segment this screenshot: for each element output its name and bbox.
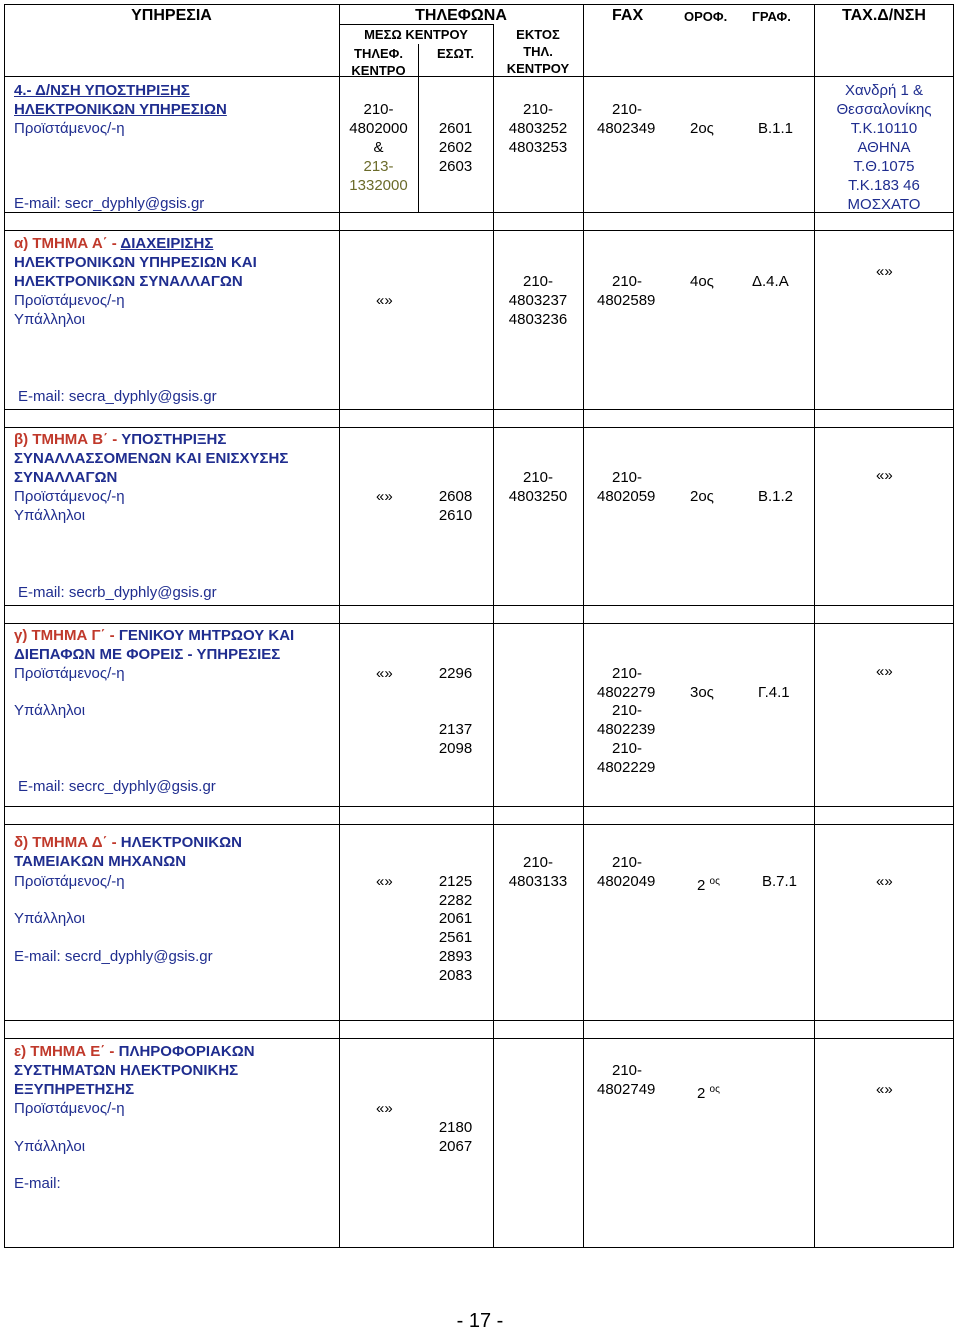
- directorate-ext-2: 2602: [438, 139, 473, 156]
- dept-b-name-1: ΥΠΟΣΤΗΡΙΞΗΣ: [121, 431, 227, 448]
- dept-d-ext-6: 2083: [438, 967, 473, 984]
- dept-a-title: [14, 234, 257, 291]
- dept-a-name-3: ΗΛΕΚΤΡΟΝΙΚΩΝ ΣΥΝΑΛΛΑΓΩΝ: [14, 273, 243, 290]
- dept-d-out-2: 4803133: [508, 873, 568, 890]
- directorate-ext-1: 2601: [438, 120, 473, 137]
- dept-b-title: [14, 430, 288, 487]
- dept-c-fax-2: 4802279: [597, 684, 656, 701]
- directorate-out-3: 4803253: [508, 139, 568, 156]
- col-divider: [493, 24, 494, 1248]
- directorate-tel-2: 4802000: [349, 120, 408, 137]
- dept-c-fax-3: 210-: [612, 702, 643, 719]
- dept-b-ext-1: 2608: [438, 488, 473, 505]
- dept-d-ext-2: 2282: [438, 892, 473, 909]
- directorate-addr-4: ΑΘΗΝΑ: [857, 139, 911, 156]
- dept-d-fax-1: 210-: [612, 854, 643, 871]
- dept-d-staff: Υπάλληλοι: [14, 910, 86, 927]
- header-outside-1: ΕΚΤΟΣ: [516, 27, 560, 42]
- row-divider: [4, 1020, 954, 1021]
- dept-c-ext-2: 2137: [438, 721, 473, 738]
- directorate-addr-7: ΜΟΣΧΑΤΟ: [847, 196, 921, 213]
- dept-a-tel: «»: [376, 292, 393, 309]
- directorate-email[interactable]: E-mail: secr_dyphly@gsis.gr: [14, 195, 205, 212]
- dept-a-fax-2: 4802589: [597, 292, 656, 309]
- page-number: - 17 -: [456, 1310, 504, 1332]
- dept-c-tel: «»: [376, 665, 393, 682]
- dept-e-floor-num: 2: [697, 1085, 706, 1102]
- header-phones: ΤΗΛΕΦΩΝΑ: [415, 7, 507, 24]
- header-service: ΥΠΗΡΕΣΙΑ: [131, 7, 212, 24]
- dept-b-staff: Υπάλληλοι: [14, 507, 86, 524]
- dept-c-fax-4: 4802239: [597, 721, 656, 738]
- dept-e-name-2: ΣΥΣΤΗΜΑΤΩΝ ΗΛΕΚΤΡΟΝΙΚΗΣ: [14, 1062, 239, 1079]
- dept-e-tel: «»: [376, 1100, 393, 1117]
- directorate-tel-1: 210-: [363, 101, 394, 118]
- dept-e-name-1: ΠΛΗΡΟΦΟΡΙΑΚΩΝ: [118, 1043, 255, 1060]
- row-divider: [4, 409, 954, 410]
- dept-a-email[interactable]: E-mail: secra_dyphly@gsis.gr: [18, 388, 217, 405]
- dept-e-floor: [697, 1080, 720, 1103]
- dept-e-ext-1: 2180: [438, 1119, 473, 1136]
- dept-b-fax-1: 210-: [612, 469, 643, 486]
- dept-a-fax-1: 210-: [612, 273, 643, 290]
- directorate-tel-5: 1332000: [349, 177, 408, 194]
- dept-b-name-2: ΣΥΝΑΛΛΑΣΣΟΜΕΝΩΝ ΚΑΙ ΕΝΙΣΧΥΣΗΣ: [14, 450, 289, 467]
- dept-e-email: E-mail:: [14, 1175, 61, 1192]
- directorate-addr-1: Χανδρή 1 &: [844, 82, 924, 99]
- row-divider: [4, 427, 954, 428]
- directorate-addr-3: Τ.Κ.10110: [850, 120, 918, 137]
- dept-e-addr: «»: [876, 1081, 893, 1098]
- dept-d-ext-1: 2125: [438, 873, 473, 890]
- row-divider: [4, 806, 954, 807]
- header-ext: ΕΣΩΤ.: [436, 46, 475, 61]
- dept-a-out-1: 210-: [522, 273, 554, 290]
- dept-a-head: Προϊστάμενος/-η: [14, 292, 125, 309]
- dept-d-floor-num: 2: [697, 877, 706, 894]
- dept-b-head: Προϊστάμενος/-η: [14, 488, 125, 505]
- dept-e-staff: Υπάλληλοι: [14, 1138, 86, 1155]
- dept-d-ext-5: 2893: [438, 948, 473, 965]
- dept-c-floor: 3ος: [690, 684, 714, 701]
- dept-d-email[interactable]: E-mail: secrd_dyphly@gsis.gr: [14, 948, 213, 965]
- header-outside-2: ΤΗΛ.: [523, 44, 553, 59]
- directorate-tel-3: &: [373, 139, 384, 156]
- dept-b-ext-2: 2610: [438, 507, 473, 524]
- dept-e-prefix: ε) ΤΜΗΜΑ Ε΄ -: [14, 1043, 119, 1060]
- directorate-fax-1: 210-: [612, 101, 643, 118]
- dept-a-out-2: 4803237: [508, 292, 568, 309]
- dept-a-name-2: ΗΛΕΚΤΡΟΝΙΚΩΝ ΥΠΗΡΕΣΙΩΝ ΚΑΙ: [14, 254, 257, 271]
- dept-c-ext-1: 2296: [438, 665, 473, 682]
- dept-d-tel: «»: [376, 873, 393, 890]
- dept-d-ext-3: 2061: [438, 910, 473, 927]
- dept-a-name-1: ΔΙΑΧΕΙΡΙΣΗΣ: [120, 235, 214, 252]
- dept-d-floor: [697, 872, 720, 895]
- dept-b-email[interactable]: E-mail: secrb_dyphly@gsis.gr: [18, 584, 217, 601]
- dept-c-head: Προϊστάμενος/-η: [14, 665, 125, 682]
- row-divider: [4, 623, 954, 624]
- dept-c-staff: Υπάλληλοι: [14, 702, 86, 719]
- header-fax: FAX: [612, 7, 644, 24]
- dept-d-prefix: δ) ΤΜΗΜΑ Δ΄ -: [14, 834, 121, 851]
- dept-c-office: Γ.4.1: [758, 684, 790, 701]
- dept-c-fax-6: 4802229: [597, 759, 656, 776]
- dept-c-fax-5: 210-: [612, 740, 643, 757]
- dept-b-office: Β.1.2: [758, 488, 794, 505]
- col-divider: [583, 4, 584, 1248]
- dept-d-title: [14, 833, 242, 871]
- directorate-addr-6: Τ.Κ.183 46: [848, 177, 920, 194]
- dept-b-addr: «»: [876, 467, 893, 484]
- directorate-head: Προϊστάμενος/-η: [14, 120, 125, 137]
- dept-c-title: [14, 626, 294, 664]
- dept-e-ext-2: 2067: [438, 1138, 473, 1155]
- row-divider: [4, 230, 954, 231]
- dept-d-ext-4: 2561: [438, 929, 473, 946]
- dept-d-head: Προϊστάμενος/-η: [14, 873, 125, 890]
- dept-c-ext-3: 2098: [438, 740, 473, 757]
- dept-d-out-1: 210-: [522, 854, 554, 871]
- dept-a-prefix: α) ΤΜΗΜΑ Α΄ -: [14, 235, 121, 252]
- header-tel: ΤΗΛΕΦ.: [354, 46, 403, 61]
- header-outside-3: ΚΕΝΤΡΟΥ: [506, 61, 570, 76]
- directorate-out-2: 4803252: [508, 120, 568, 137]
- dept-c-fax-1: 210-: [612, 665, 643, 682]
- header-floor: ΟΡΟΦ.: [684, 9, 728, 24]
- dept-e-name-3: ΕΞΥΠΗΡΕΤΗΣΗΣ: [14, 1081, 135, 1098]
- dept-c-name-2: ΔΙΕΠΑΦΩΝ ΜΕ ΦΟΡΕΙΣ - ΥΠΗΡΕΣΙΕΣ: [14, 646, 281, 663]
- directorate-ext-3: 2603: [438, 158, 473, 175]
- directorate-fax-2: 4802349: [597, 120, 656, 137]
- dept-e-title: [14, 1042, 255, 1099]
- header-postal: ΤΑΧ.Δ/ΝΣΗ: [842, 7, 926, 24]
- row-divider: [4, 605, 954, 606]
- dept-d-floor-sup: ος: [709, 876, 720, 887]
- directorate-title-2: ΗΛΕΚΤΡΟΝΙΚΩΝ ΥΠΗΡΕΣΙΩΝ: [14, 101, 227, 118]
- dept-b-name-3: ΣΥΝΑΛΛΑΓΩΝ: [14, 469, 118, 486]
- dept-b-prefix: β) ΤΜΗΜΑ Β΄ -: [14, 431, 122, 448]
- row-divider: [4, 824, 954, 825]
- dept-b-floor: 2ος: [690, 488, 714, 505]
- directorate-addr-5: Τ.Θ.1075: [853, 158, 915, 175]
- dept-a-out-3: 4803236: [508, 311, 568, 328]
- dept-d-name-2: ΤΑΜΕΙΑΚΩΝ ΜΗΧΑΝΩΝ: [14, 853, 187, 870]
- directorate-addr-2: Θεσσαλονίκης: [836, 101, 932, 118]
- dept-a-office: Δ.4.Α: [752, 273, 789, 290]
- dept-d-name-1: ΗΛΕΚΤΡΟΝΙΚΩΝ: [120, 834, 242, 851]
- dept-d-addr: «»: [876, 873, 893, 890]
- row-divider: [4, 1038, 954, 1039]
- directorate-floor: 2ος: [690, 120, 714, 137]
- dept-e-floor-sup: ος: [709, 1084, 720, 1095]
- dept-a-staff: Υπάλληλοι: [14, 311, 86, 328]
- dept-b-tel: «»: [376, 488, 393, 505]
- dept-c-addr: «»: [876, 663, 893, 680]
- dept-c-name-1: ΓΕΝΙΚΟΥ ΜΗΤΡΩΟΥ ΚΑΙ: [118, 627, 295, 644]
- dept-d-fax-2: 4802049: [597, 873, 656, 890]
- header-kentro: ΚΕΝΤΡΟ: [351, 63, 406, 78]
- dept-e-head: Προϊστάμενος/-η: [14, 1100, 125, 1117]
- dept-c-email[interactable]: E-mail: secrc_dyphly@gsis.gr: [18, 778, 216, 795]
- header-inside: ΜΕΣΩ ΚΕΝΤΡΟΥ: [364, 27, 468, 42]
- dept-d-office: Β.7.1: [762, 873, 798, 890]
- directorate-tel-4: 213-: [363, 158, 394, 175]
- directorate-office: Β.1.1: [758, 120, 794, 137]
- dept-a-floor: 4ος: [690, 273, 714, 290]
- directorate-out-1: 210-: [522, 101, 554, 118]
- directorate-title: 4.- Δ/ΝΣΗ ΥΠΟΣΤΗΡΙΞΗΣ: [14, 82, 190, 99]
- dept-c-prefix: γ) ΤΜΗΜΑ Γ΄ -: [14, 627, 119, 644]
- dept-b-fax-2: 4802059: [597, 488, 656, 505]
- dept-e-fax-1: 210-: [612, 1062, 643, 1079]
- row-divider: [4, 76, 954, 77]
- header-office: ΓΡΑΦ.: [752, 9, 791, 24]
- dept-e-fax-2: 4802749: [597, 1081, 656, 1098]
- dept-a-addr: «»: [876, 263, 893, 280]
- dept-b-out-1: 210-: [522, 469, 554, 486]
- dept-b-out-2: 4803250: [508, 488, 568, 505]
